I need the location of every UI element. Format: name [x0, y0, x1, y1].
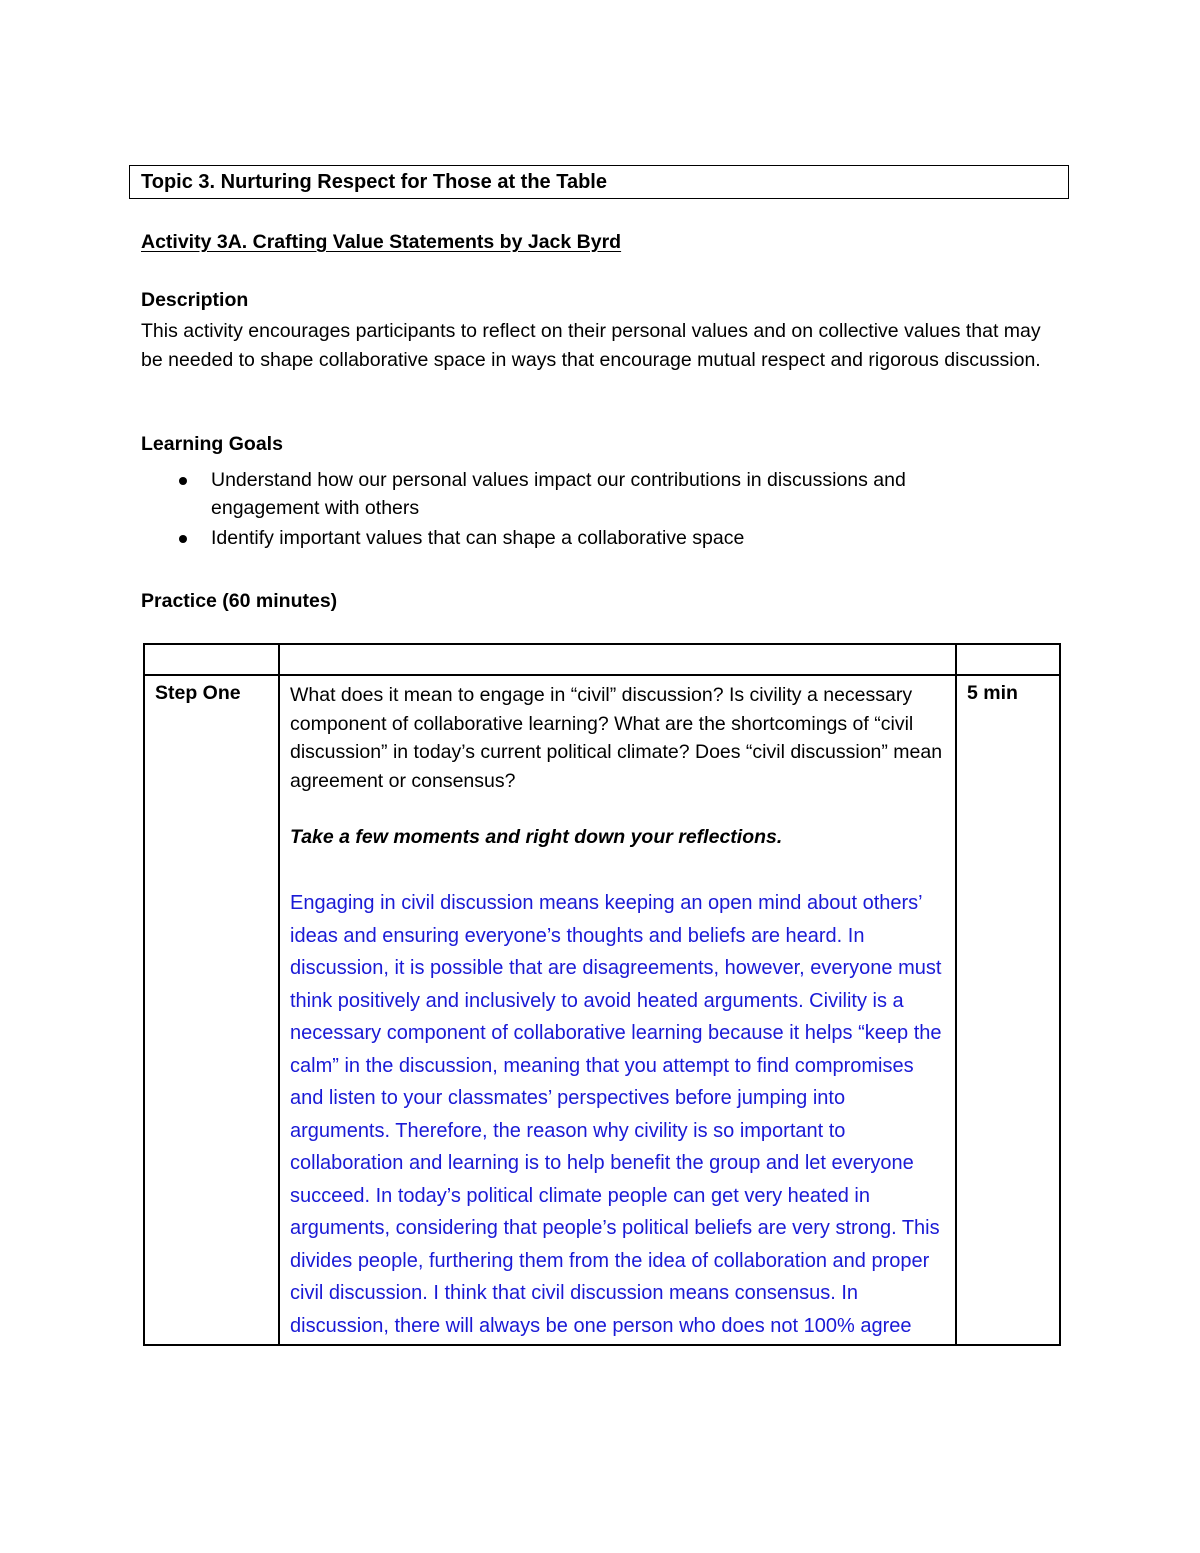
table-header-row: [144, 644, 1060, 675]
step-prompt: What does it mean to engage in “civil” discussion? Is civility a necessary component of collaborative learning? What are the shortcomings of “civil discussion” in today’s current political climate? Does “civil discussion” mean agreement or consensus?: [290, 684, 943, 792]
table-cell: [279, 644, 956, 675]
bullet-icon: [179, 535, 187, 543]
list-item: [141, 466, 961, 522]
activity-title: Activity 3A. Crafting Value Statements by Jack Byrd: [141, 231, 622, 253]
description-text: This activity encourages participants to reflect on their personal values and on collective values that may be needed to shape collaborative space in ways that encourage mutual respect and rigorous discussion.: [141, 320, 1041, 371]
step-label: Step One: [155, 682, 241, 704]
step-cell: [144, 675, 279, 1345]
step-instruction: Take a few moments and right down your reflections.: [290, 826, 783, 848]
learning-goals-heading: Learning Goals: [141, 433, 283, 455]
goal-text: Identify important values that can shape a collaborative space: [211, 527, 745, 549]
bullet-icon: [179, 477, 187, 485]
step-time: 5 min: [967, 682, 1018, 704]
description-heading: Description: [141, 289, 249, 311]
table-cell: [956, 644, 1060, 675]
content-cell: [279, 675, 956, 1345]
table-row: [144, 675, 1060, 1345]
list-item: [141, 524, 961, 552]
learning-goals-list: [141, 466, 961, 554]
practice-heading: Practice (60 minutes): [141, 590, 338, 612]
student-response: Engaging in civil discussion means keeping an open mind about others’ ideas and ensuring everyone’s thoughts and beliefs are heard. In discussion, it is possible that are disagreements, however, everyone must think positively and inclusively to avoid heated arguments. Civility is a necessary component of collaborative learning because it helps “keep the calm” in the discussion, meaning that you attempt to find compromises and listen to your classmates’ perspectives before jumping into arguments. Therefore, the reason why civility is so important to collaboration and learning is to help benefit the group and let everyone succeed. In today’s political climate people can get very heated in arguments, considering that people’s political beliefs are very strong. This divides people, furthering them from the idea of collaboration and proper civil discussion. I think that civil discussion means consensus. In discussion, there will always be one person who does not 100% agree: [290, 892, 942, 1337]
practice-table: [143, 643, 1061, 1346]
topic-title: Topic 3. Nurturing Respect for Those at the Table: [129, 165, 1069, 199]
table-cell: [144, 644, 279, 675]
time-cell: [956, 675, 1060, 1345]
goal-text: Understand how our personal values impact our contributions in discussions and engagement with others: [211, 469, 906, 519]
